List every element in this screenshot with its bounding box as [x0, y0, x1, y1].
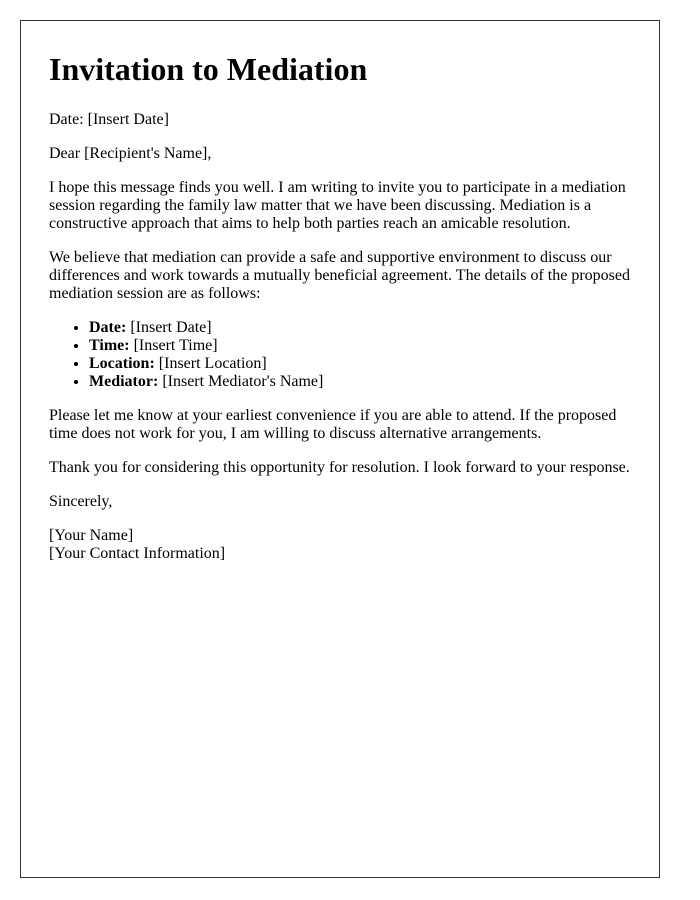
thanks-paragraph: Thank you for considering this opportunity for resolution. I look forward to your response. [49, 459, 630, 476]
letter-page [20, 20, 660, 878]
letter-title: Invitation to Mediation [49, 51, 368, 87]
detail-value: [Insert Time] [129, 337, 218, 354]
date-line: Date: [Insert Date] [49, 111, 169, 128]
detail-mediator [89, 373, 631, 391]
detail-label: Time: [89, 337, 130, 354]
detail-label: Mediator: [89, 373, 159, 390]
sender-contact: [Your Contact Information] [49, 545, 226, 562]
salutation: Dear [Recipient's Name], [49, 145, 212, 162]
detail-date [89, 319, 631, 337]
request-paragraph: Please let me know at your earliest convenience if you are able to attend. If the proposed time does not work for you, I am willing to discuss alternative arrangements. [49, 407, 617, 442]
detail-time [89, 337, 631, 355]
purpose-paragraph: We believe that mediation can provide a safe and supportive environment to discuss our differences and work towards a mutually beneficial agreement. The details of the proposed mediation session are as follows: [49, 249, 630, 302]
detail-value: [Insert Date] [126, 319, 212, 336]
detail-label: Date: [89, 319, 127, 336]
sender-name: [Your Name] [49, 527, 134, 544]
closing: Sincerely, [49, 493, 113, 510]
intro-paragraph: I hope this message finds you well. I am writing to invite you to participate in a mediation session regarding the family law matter that we have been discussing. Mediation is a constructive approach that aims to help both parties reach an amicable resolution. [49, 179, 626, 232]
signature-block [49, 527, 631, 563]
detail-label: Location: [89, 355, 155, 372]
detail-value: [Insert Location] [154, 355, 267, 372]
detail-value: [Insert Mediator's Name] [158, 373, 324, 390]
detail-location [89, 355, 631, 373]
session-details-list [49, 319, 631, 391]
